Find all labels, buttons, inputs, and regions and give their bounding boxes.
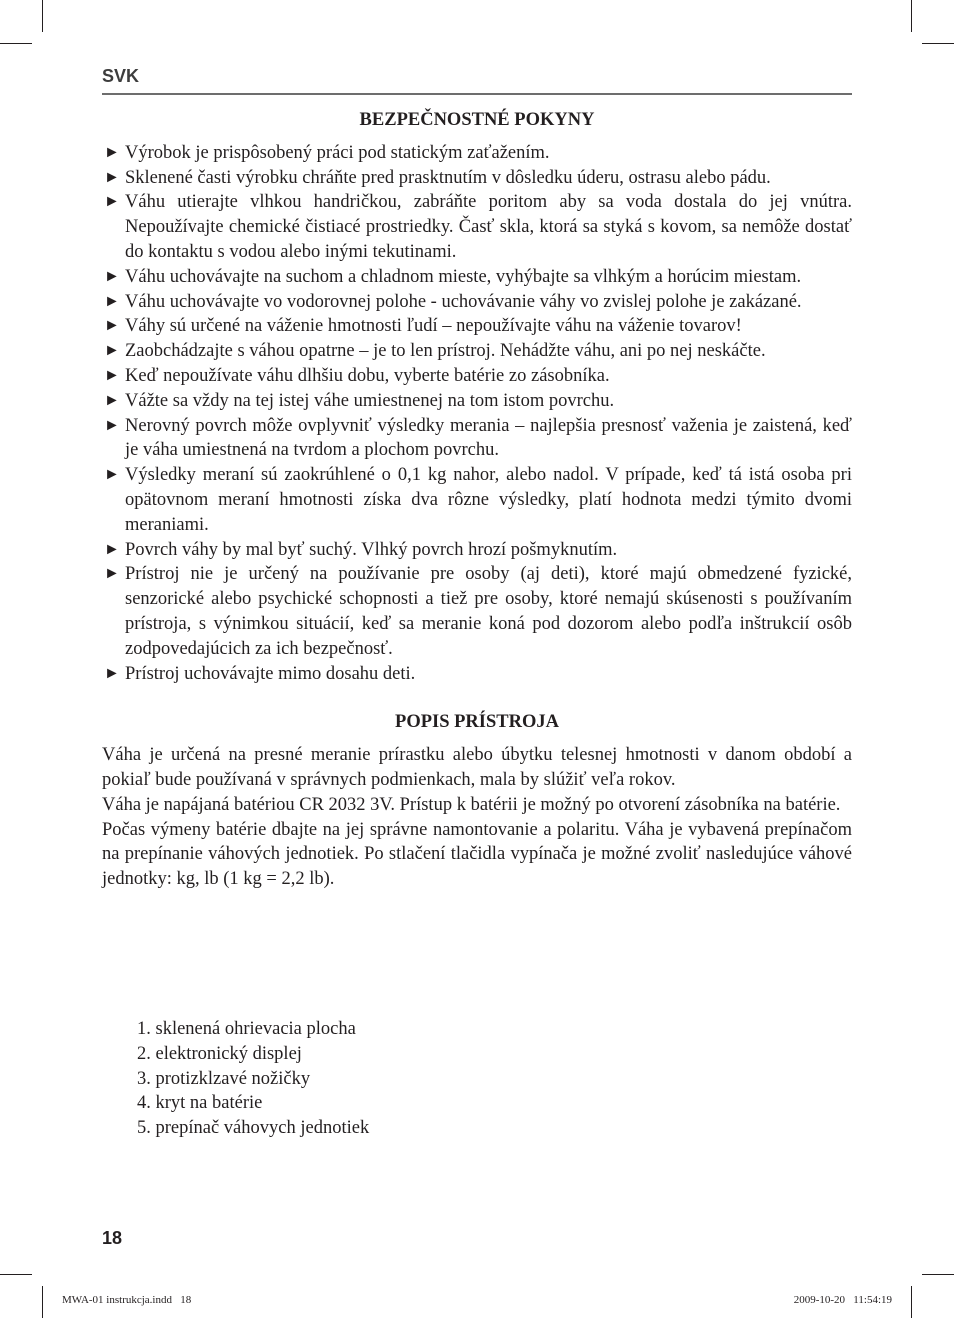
- safety-item-text: Výrobok je prispôsobený práci pod statickým zaťažením.: [125, 142, 550, 163]
- safety-item-text: Zaobchádzajte s váhou opatrne – je to len prístroj. Nehádžte váhu, ani po nej neskáčte.: [125, 341, 766, 362]
- footer-filename: MWA-01 instrukcja.indd 18: [62, 1294, 192, 1306]
- page-number: 18: [102, 1228, 123, 1248]
- safety-item: [102, 166, 852, 191]
- safety-title: BEZPEČNOSTNÉ POKYNY: [359, 110, 595, 130]
- safety-item: [102, 538, 852, 563]
- safety-item: [102, 414, 852, 464]
- bullet-triangle-icon: ►: [104, 143, 120, 161]
- safety-item: [102, 463, 852, 537]
- safety-item: [102, 389, 852, 414]
- parts-item: 4. kryt na batérie: [137, 1093, 263, 1114]
- safety-item-text: Sklenené časti výrobku chráňte pred prasktnutím v dôsledku úderu, ostrasu alebo pádu.: [125, 167, 771, 188]
- safety-item-text: Váhy sú určené na váženie hmotnosti ľudí – nepoužívajte váhu na váženie tovarov!: [125, 316, 742, 337]
- page-content: [102, 108, 852, 892]
- safety-item-text: Povrch váhy by mal byť suchý. Vlhký povrch hrozí pošmyknutím.: [125, 539, 618, 560]
- safety-item: [102, 364, 852, 389]
- crop-mark: [42, 1286, 43, 1318]
- parts-list: [137, 1017, 369, 1141]
- language-code: SVK: [102, 66, 140, 86]
- parts-item: 3. protizklzavé nožičky: [137, 1068, 311, 1089]
- bullet-triangle-icon: ►: [104, 267, 120, 285]
- safety-item-text: Výsledky meraní sú zaokrúhlené o 0,1 kg nahor, alebo nadol. V prípade, keď tá istá osoba pri opätovnom meraní hmotnosti získa dva rôzne výsledky, platí hodnota medzi týmito dvomi meraniami.: [125, 465, 852, 535]
- footer-timestamp: 2009-10-20 11:54:19: [793, 1294, 892, 1306]
- parts-item: 5. prepínač váhovych jednotiek: [137, 1118, 370, 1139]
- safety-item-text: Váhu uchovávajte vo vodorovnej polohe - uchovávanie váhy vo zvislej polohe je zakázané.: [125, 291, 802, 312]
- safety-item: [102, 662, 852, 687]
- crop-mark: [42, 0, 43, 32]
- safety-item: [102, 314, 852, 339]
- crop-mark: [922, 1274, 954, 1275]
- bullet-triangle-icon: ►: [104, 664, 120, 682]
- safety-item-text: Keď nepoužívate váhu dlhšiu dobu, vyberte batérie zo zásobníka.: [125, 365, 610, 386]
- parts-item: 2. elektronický displej: [137, 1043, 302, 1064]
- crop-mark: [911, 1286, 912, 1318]
- bullet-triangle-icon: ►: [104, 366, 120, 384]
- safety-item: [102, 290, 852, 315]
- crop-mark: [0, 43, 32, 44]
- description-title: POPIS PRÍSTROJA: [395, 712, 559, 733]
- safety-item: [102, 141, 852, 166]
- crop-mark: [911, 0, 912, 32]
- description-paragraph: Váha je určená na presné meranie prírastku alebo úbytku telesnej hmotnosti v danom období a pokiaľ bude používaná v správnych podmienkach, mala by slúžiť veľa rokov.: [102, 745, 852, 790]
- bullet-triangle-icon: ►: [104, 317, 120, 335]
- safety-item-text: Váhu utierajte vlhkou handričkou, zabráňte poritom aby sa voda dostala do jej vnútra. Nepoužívajte chemické čistiacé prostriedky. Časť skla, ktorá sa styká s kovom, sa nemôže dostať do kontaktu s vodou alebo inými tekutinami.: [125, 192, 852, 262]
- bullet-triangle-icon: ►: [104, 342, 120, 360]
- safety-item-text: Prístroj uchovávajte mimo dosahu deti.: [125, 663, 416, 684]
- bullet-triangle-icon: ►: [104, 168, 120, 186]
- crop-mark: [922, 43, 954, 44]
- parts-item: 1. sklenená ohrievacia plocha: [137, 1019, 356, 1039]
- bullet-triangle-icon: ►: [104, 565, 120, 583]
- header-rule: [102, 93, 852, 95]
- safety-item: [102, 562, 852, 661]
- crop-mark: [0, 1274, 32, 1275]
- safety-item: [102, 265, 852, 290]
- description-paragraph: Váha je napájaná batériou CR 2032 3V. Prístup k batérii je možný po otvorení zásobníka na batérie.: [102, 794, 841, 815]
- bullet-triangle-icon: ►: [104, 292, 120, 310]
- bullet-triangle-icon: ►: [104, 540, 120, 558]
- bullet-triangle-icon: ►: [104, 391, 120, 409]
- bullet-triangle-icon: ►: [104, 416, 120, 434]
- safety-item-text: Nerovný povrch môže ovplyvniť výsledky merania – najlepšia presnosť važenia je zaistená, keď je váha umiestnená na tvrdom a plochom povrchu.: [125, 415, 852, 461]
- safety-item-text: Vážte sa vždy na tej istej váhe umiestnenej na tom istom povrchu.: [125, 390, 615, 411]
- safety-item: [102, 339, 852, 364]
- bullet-triangle-icon: ►: [104, 466, 120, 484]
- description-paragraph: Počas výmeny batérie dbajte na jej správne namontovanie a polaritu. Váha je vybavená prepínačom na prepínanie váhových jednotiek. Po stlačení tlačidla vypínača je možné zvoliť nasledujúce váhové jednotky: kg, lb (1 kg = 2,2 lb).: [102, 819, 852, 890]
- safety-item-text: Váhu uchovávajte na suchom a chladnom mieste, vyhýbajte sa vlhkým a horúcim miestam.: [125, 266, 802, 287]
- bullet-triangle-icon: ►: [104, 193, 120, 211]
- safety-item-text: Prístroj nie je určený na používanie pre osoby (aj deti), ktoré majú obmedzené fyzické, senzorické alebo psychické schopnosti a tiež pre osoby, ktoré nemajú skúsenosti s používaním prístroja, s výnimkou situácií, keď sa meranie koná pod dozorom alebo podľa inštrukcií osôb zodpovedajúcich za ich bezpečnosť.: [125, 564, 852, 659]
- safety-item: [102, 190, 852, 264]
- safety-list: [102, 141, 852, 687]
